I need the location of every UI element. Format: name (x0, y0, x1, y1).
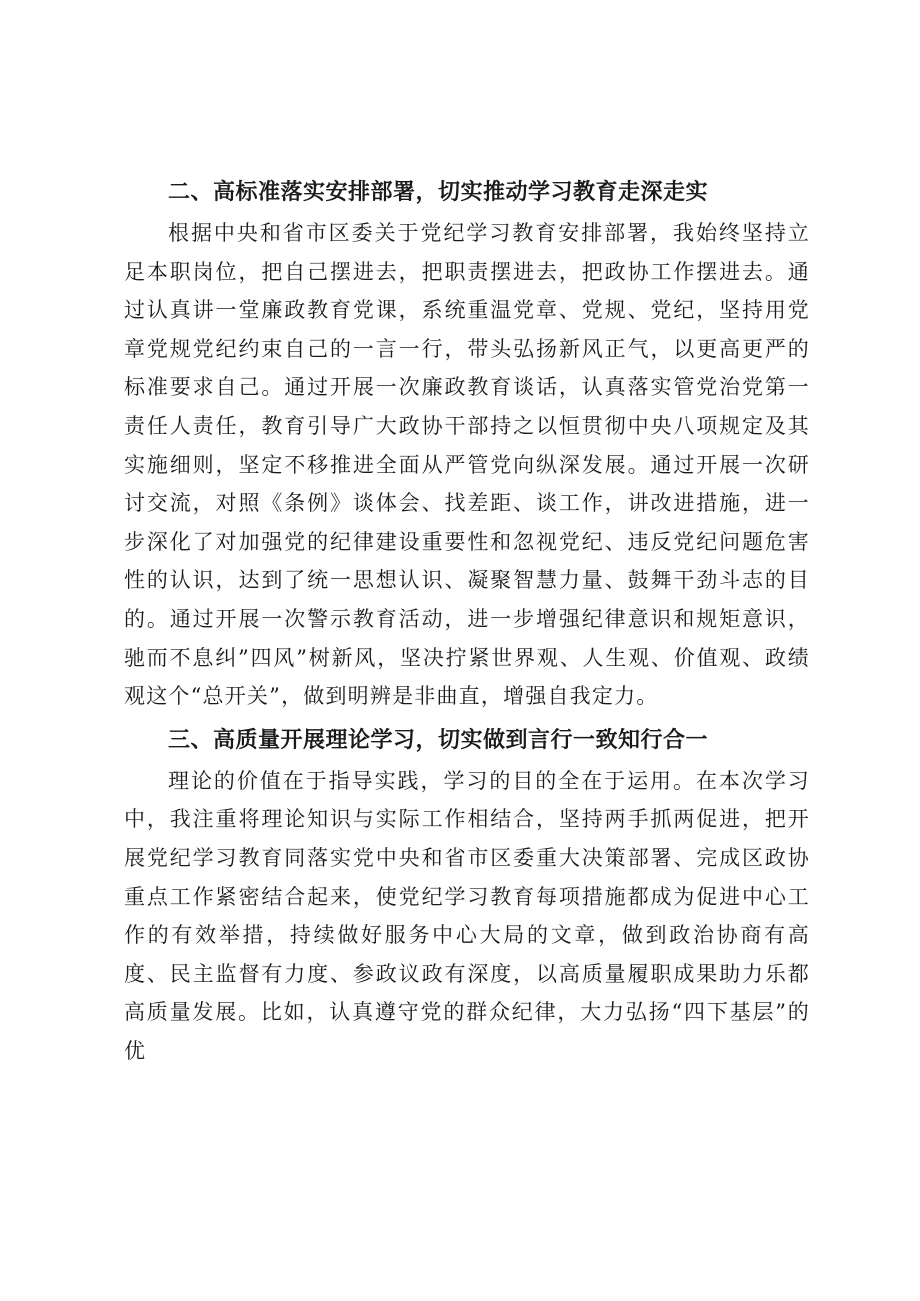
document-body (124, 174, 810, 1070)
section-paragraph-2: 根据中央和省市区委关于党纪学习教育安排部署，我始终坚持立足本职岗位，把自己摆进去，把职责摆进去，把政协工作摆进去。通过认真讲一堂廉政教育党课，系统重温党章、党规、党纪，坚持用党章党规党纪约束自己的一言一行，带头弘扬新风正气，以更高更严的标准要求自己。通过开展一次廉政教育谈话，认真落实管党治党第一责任人责任，教育引导广大政协干部持之以恒贯彻中央八项规定及其实施细则，坚定不移推进全面从严管党向纵深发展。通过开展一次研讨交流，对照《条例》谈体会、找差距、谈工作，讲改进措施，进一步深化了对加强党的纪律建设重要性和忽视党纪、违反党纪问题危害性的认识，达到了统一思想认识、凝聚智慧力量、鼓舞干劲斗志的目的。通过开展一次警示教育活动，进一步增强纪律意识和规矩意识，驰而不息纠”四风”树新风，坚决拧紧世界观、人生观、价值观、政绩观这个“总开关”，做到明辨是非曲直，增强自我定力。 (124, 221, 810, 709)
section-heading-3: 三、高质量开展理论学习，切实做到言行一致知行合一 (168, 727, 709, 753)
section-heading-2: 二、高标准落实安排部署，切实推动学习教育走深走实 (168, 180, 709, 205)
section-paragraph-3: 理论的价值在于指导实践，学习的目的全在于运用。在本次学习中，我注重将理论知识与实际工作相结合，坚持两手抓两促进，把开展党纪学习教育同落实党中央和省市区委重大决策部署、完成区政协重点工作紧密结合起来，使党纪学习教育每项措施都成为促进中心工作的有效举措，持续做好服务中心大局的文章，做到政治协商有高度、民主监督有力度、参政议政有深度，以高质量履职成果助力乐都高质量发展。比如，认真遵守党的群众纪律，大力弘扬“四下基层”的优 (124, 768, 810, 1063)
